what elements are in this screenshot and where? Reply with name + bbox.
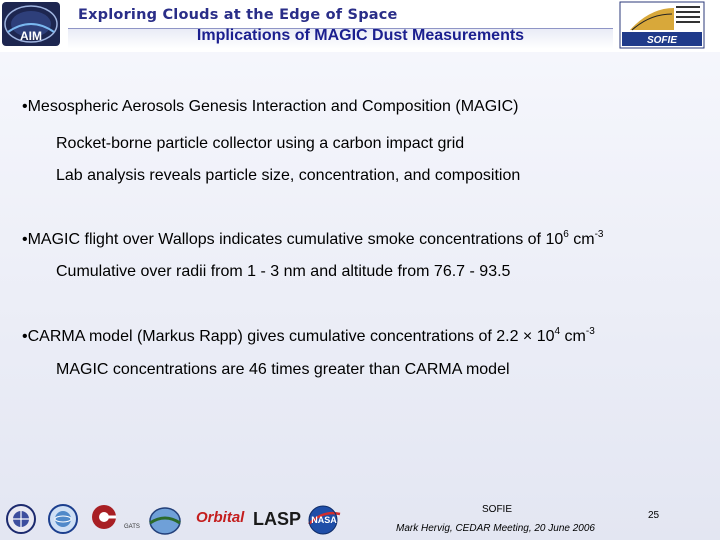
footer-credit: Mark Hervig, CEDAR Meeting, 20 June 2006	[396, 523, 595, 534]
seal-logo-1	[7, 505, 35, 533]
bullet-magic-flight	[22, 231, 604, 249]
nasa-wordmark	[313, 513, 335, 525]
globe-logo	[150, 508, 180, 534]
sub-bullet-lab-analysis: Lab analysis reveals particle size, concentration, and composition	[56, 167, 521, 184]
sub-bullet-cumulative-range: Cumulative over radii from 1 - 3 nm and altitude from 76.7 - 93.5	[56, 263, 511, 280]
nasa-logo-text: NASA	[311, 515, 337, 525]
bullet-magic-definition: •Mesospheric Aerosols Genesis Interaction and Composition (MAGIC)	[22, 98, 519, 115]
project-title: Exploring Clouds at the Edge of Space	[78, 7, 398, 23]
bullet-carma-text: •CARMA model (Markus Rapp) gives cumulative concentrations of 2.2 × 10	[22, 328, 555, 345]
gats-logo	[92, 505, 116, 529]
sub-bullet-comparison: MAGIC concentrations are 46 times greater than CARMA model	[56, 361, 510, 378]
seal-logo-2	[49, 505, 77, 533]
footer-sofie: SOFIE	[482, 504, 513, 515]
gats-logo-text: GATS	[124, 524, 140, 530]
sofie-logo	[620, 2, 704, 48]
bullet-carma-model	[22, 328, 595, 346]
sub-bullet-collector: Rocket-borne particle collector using a carbon impact grid	[56, 135, 465, 152]
sofie-logo-text: SOFIE	[646, 35, 678, 46]
orbital-logo-text: Orbital	[196, 509, 245, 526]
unit-exponent: -3	[594, 229, 604, 240]
aim-logo	[2, 2, 60, 46]
bullet-magic-flight-text: •MAGIC flight over Wallops indicates cumulative smoke concentrations of 10	[22, 231, 564, 248]
unit-exponent: -3	[585, 326, 595, 337]
exponent: 4	[554, 326, 561, 337]
lasp-logo-text: LASP	[253, 509, 302, 529]
exponent: 6	[563, 229, 569, 240]
slide-title: Implications of MAGIC Dust Measurements	[196, 27, 525, 44]
page-number: 25	[648, 510, 660, 521]
aim-logo-text: AIM	[20, 29, 42, 43]
unit-text: cm	[560, 328, 586, 345]
unit-text: cm	[568, 231, 595, 248]
